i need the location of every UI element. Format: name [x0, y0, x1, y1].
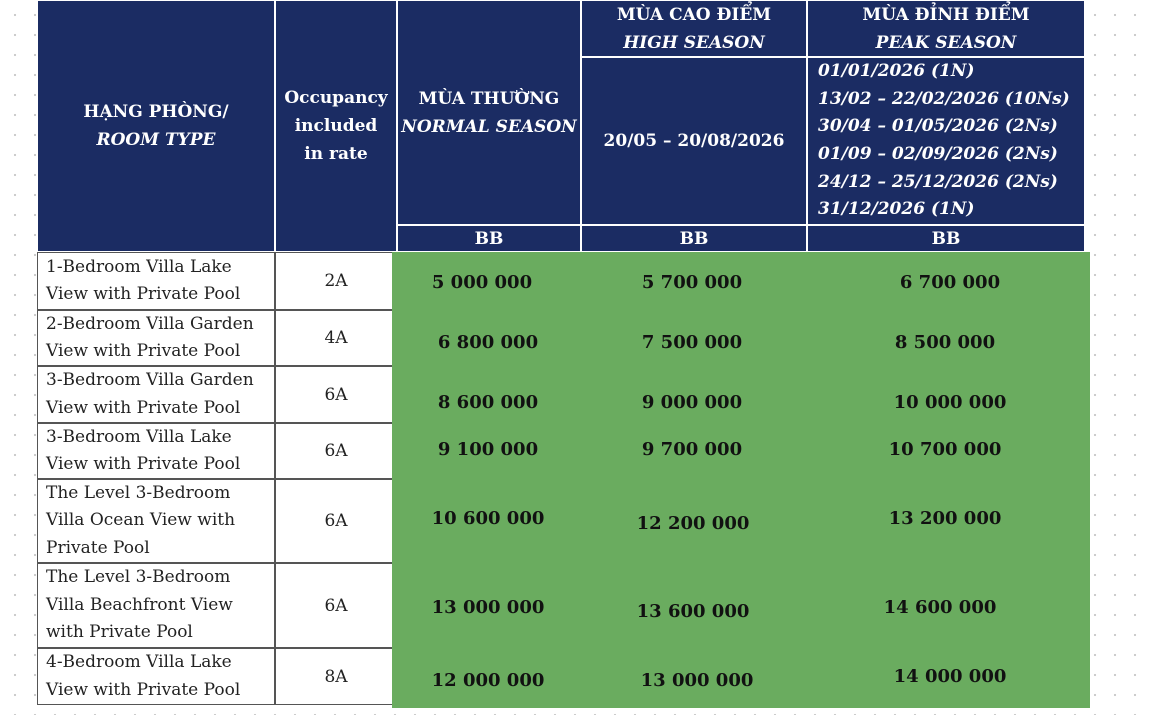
- room-cell: [37, 252, 275, 310]
- price-normal: 8 600 000: [437, 392, 539, 413]
- peak-date: 13/02 – 22/02/2026 (10Ns): [818, 88, 1070, 109]
- price-peak: 14 000 000: [893, 666, 1007, 687]
- high-vi: MÙA CAO ĐIỂM: [616, 4, 772, 25]
- occupancy-cell: [275, 648, 397, 705]
- header-bb-high: [581, 225, 807, 252]
- room-type-en: ROOM TYPE: [96, 130, 216, 150]
- occupancy-cell: [275, 479, 397, 563]
- occupancy-value: 2A: [324, 271, 348, 291]
- price-high: 9 700 000: [641, 439, 743, 460]
- peak-date: 30/04 – 01/05/2026 (2Ns): [818, 116, 1058, 137]
- normal-vi: MÙA THƯỜNG: [418, 88, 560, 109]
- price-peak: 10 700 000: [888, 439, 1002, 460]
- occupancy-cell: [275, 252, 397, 310]
- price-high: 5 700 000: [641, 272, 743, 293]
- header-high-dates: [581, 57, 807, 225]
- peak-vi: MÙA ĐỈNH ĐIỂM: [862, 4, 1030, 25]
- room-line: View with Private Pool: [46, 284, 241, 304]
- header-peak-season: [807, 0, 1085, 57]
- high-dates: 20/05 – 20/08/2026: [603, 131, 785, 151]
- room-line: with Private Pool: [46, 622, 193, 643]
- room-cell: [37, 366, 275, 423]
- price-high: 9 000 000: [641, 392, 743, 413]
- occupancy-value: 6A: [324, 595, 348, 616]
- high-en: HIGH SEASON: [623, 32, 765, 53]
- room-line: 3-Bedroom Villa Garden: [46, 370, 254, 390]
- occupancy-line1: Occupancy: [284, 88, 388, 108]
- occupancy-value: 6A: [324, 384, 348, 405]
- occupancy-line2: included: [294, 116, 378, 136]
- price-peak: 14 600 000: [883, 597, 997, 618]
- peak-date: 31/12/2026 (1N): [818, 199, 975, 220]
- room-line: View with Private Pool: [46, 679, 241, 700]
- peak-date: 01/01/2026 (1N): [818, 60, 975, 81]
- occupancy-value: 6A: [324, 441, 348, 461]
- price-normal: 6 800 000: [437, 332, 539, 353]
- occupancy-cell: [275, 563, 397, 648]
- occupancy-value: 8A: [324, 666, 348, 687]
- room-line: Villa Beachfront View: [46, 594, 233, 615]
- room-cell: [37, 648, 275, 705]
- header-occupancy: [275, 0, 397, 252]
- room-line: The Level 3-Bedroom: [46, 567, 231, 588]
- room-line: 1-Bedroom Villa Lake: [46, 256, 232, 277]
- room-line: 3-Bedroom Villa Lake: [46, 426, 232, 447]
- bb-label: BB: [474, 228, 504, 249]
- occupancy-cell: [275, 366, 397, 423]
- price-peak: 8 500 000: [894, 332, 996, 353]
- header-bb-normal: [397, 225, 581, 252]
- price-normal: 13 000 000: [431, 597, 545, 618]
- peak-date: 01/09 – 02/09/2026 (2Ns): [818, 144, 1058, 164]
- price-area: [392, 252, 1090, 708]
- header-bb-peak: [807, 225, 1085, 252]
- price-normal: 9 100 000: [437, 439, 539, 460]
- price-peak: 10 000 000: [893, 392, 1007, 413]
- price-normal: 12 000 000: [431, 670, 545, 691]
- occupancy-value: 6A: [324, 511, 348, 531]
- peak-date: 24/12 – 25/12/2026 (2Ns): [818, 171, 1058, 192]
- room-line: The Level 3-Bedroom: [46, 482, 231, 503]
- header-normal-season: [397, 0, 581, 225]
- price-normal: 5 000 000: [431, 272, 533, 293]
- occupancy-value: 4A: [324, 328, 348, 348]
- bb-label: BB: [931, 228, 961, 249]
- price-peak: 13 200 000: [888, 508, 1002, 529]
- room-line: 4-Bedroom Villa Lake: [46, 652, 232, 672]
- bb-label: BB: [679, 228, 709, 249]
- price-normal: 10 600 000: [431, 508, 545, 529]
- price-high: 13 600 000: [636, 601, 750, 622]
- room-cell: [37, 479, 275, 563]
- price-high: 12 200 000: [636, 513, 750, 534]
- occupancy-cell: [275, 310, 397, 366]
- price-peak: 6 700 000: [899, 272, 1001, 293]
- room-line: Villa Ocean View with: [46, 510, 236, 531]
- header-room-type: [37, 0, 275, 252]
- header-high-season: [581, 0, 807, 57]
- room-cell: [37, 563, 275, 648]
- normal-en: NORMAL SEASON: [401, 116, 577, 137]
- price-high: 7 500 000: [641, 332, 743, 353]
- room-line: View with Private Pool: [46, 397, 241, 418]
- room-cell: [37, 310, 275, 366]
- room-type-vi: HẠNG PHÒNG/: [83, 102, 229, 122]
- occupancy-line3: in rate: [304, 144, 368, 164]
- room-cell: [37, 423, 275, 479]
- room-line: Private Pool: [46, 537, 150, 558]
- occupancy-cell: [275, 423, 397, 479]
- price-high: 13 000 000: [640, 670, 754, 691]
- room-line: View with Private Pool: [46, 454, 241, 474]
- room-line: View with Private Pool: [46, 341, 241, 361]
- room-line: 2-Bedroom Villa Garden: [46, 313, 254, 334]
- peak-en: PEAK SEASON: [875, 32, 1017, 53]
- header-peak-dates: [807, 57, 1085, 225]
